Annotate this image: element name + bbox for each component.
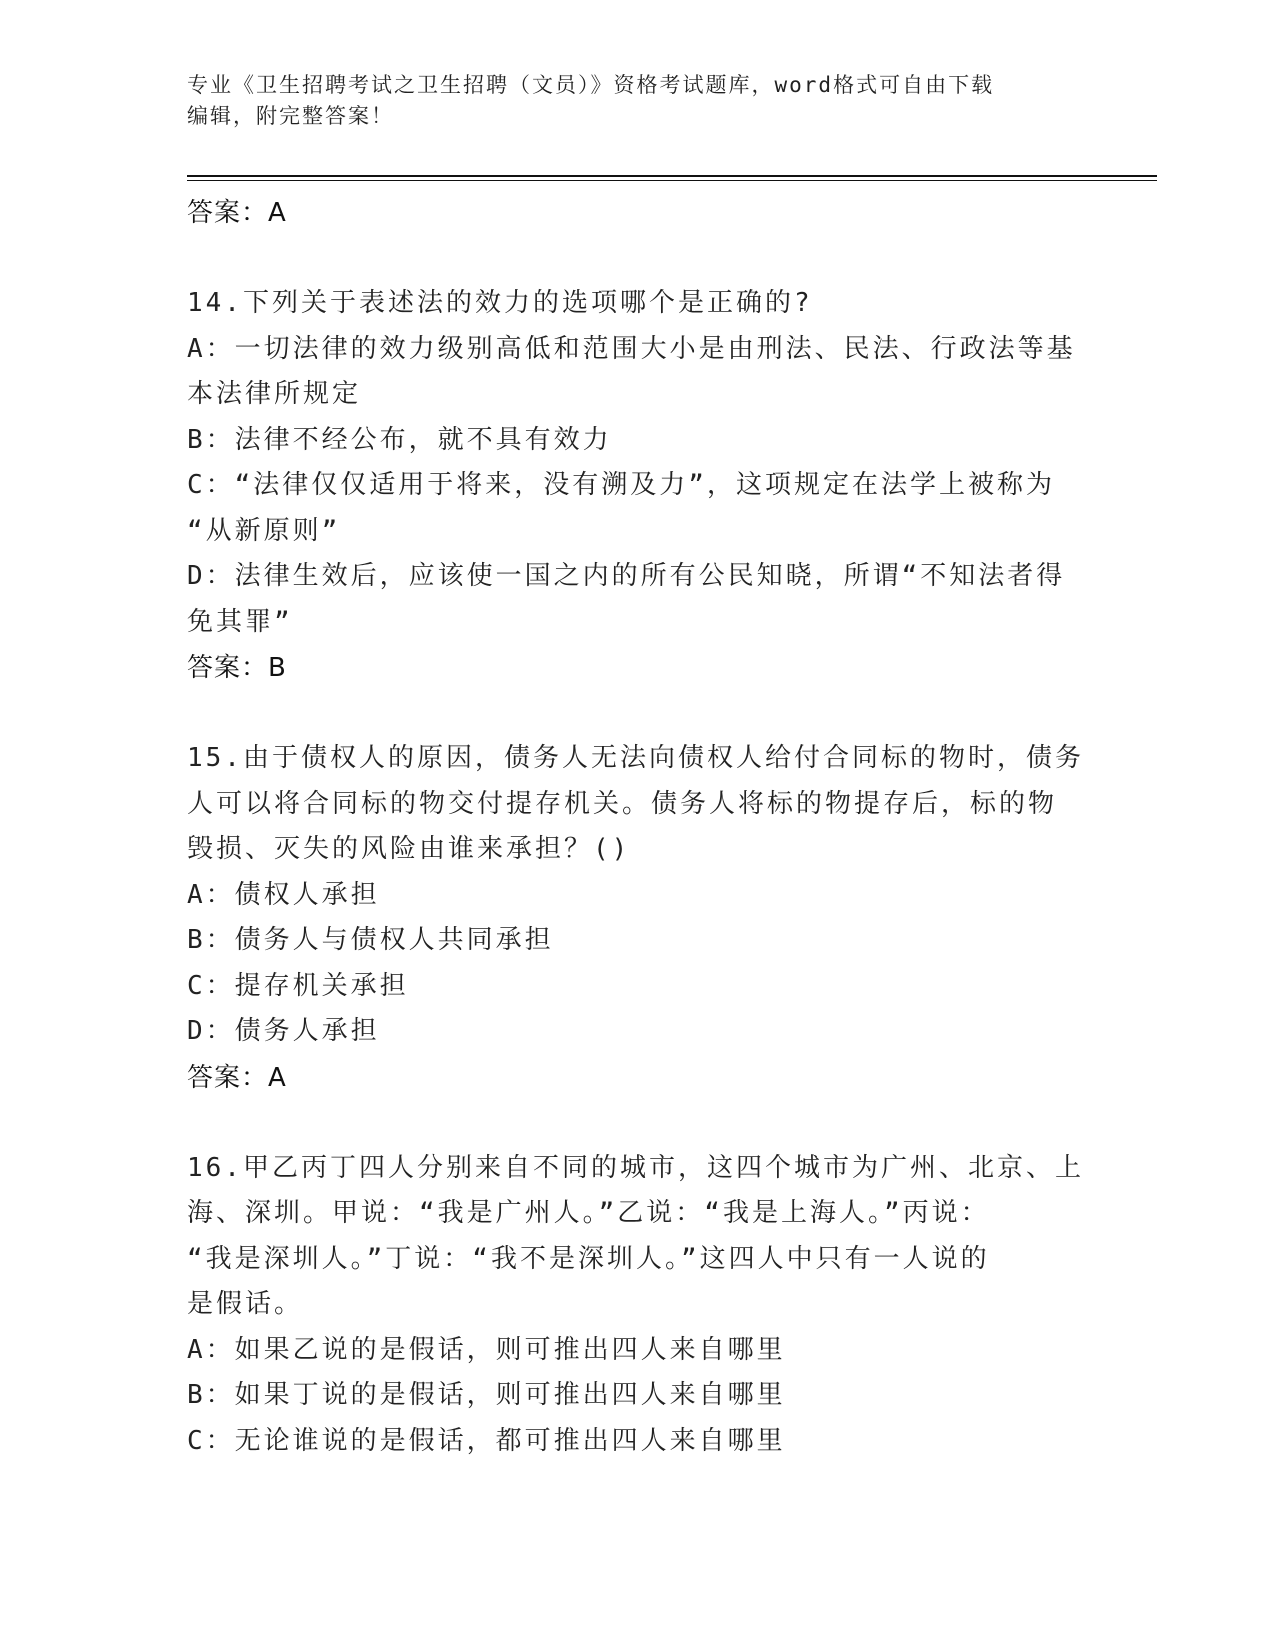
option-text-line: A：一切法律的效力级别高低和范围大小是由刑法、民法、行政法等基 [187,333,1076,364]
header-rule-thick [187,175,1157,177]
question-block [187,281,1087,691]
header-rule-thin [187,180,1157,181]
option-item [187,1328,1087,1374]
option-text-line: A：如果乙说的是假话，则可推出四人来自哪里 [187,1334,786,1365]
header-line-2: 编辑，附完整答案！ [187,104,394,128]
answer-line: 答案：A [187,1062,287,1093]
option-item [187,1373,1087,1419]
question-text-line: 15.由于债权人的原因，债务人无法向债权人给付合同标的物时，债务 [187,743,1084,773]
answer-line: 答案：A [187,198,287,228]
option-item [187,418,1087,464]
option-text-line: C：“法律仅仅适用于将来，没有溯及力”，这项规定在法学上被称为 [187,470,1055,500]
option-text-line: 免其罪” [187,606,293,637]
answer-line: 答案：B [187,653,287,683]
question-block [187,1146,1087,1465]
questions-container [187,281,1087,1464]
question-text-line: “我是深圳人。”丁说：“我不是深圳人。”这四人中只有一人说的 [187,1243,990,1274]
question-text-line: 是假话。 [187,1289,304,1319]
option-item [187,918,1087,964]
option-text-line: A：债权人承担 [187,879,380,910]
question-text-line: 毁损、灭失的风险由谁来承担？() [187,834,631,864]
option-item [187,327,1087,418]
option-text-line: B：法律不经公布，就不具有效力 [187,424,612,455]
question-list [187,190,1087,1464]
header-line-1: 专业《卫生招聘考试之卫生招聘（文员）》资格考试题库，word格式可自由下载 [187,73,995,97]
question-text-line: 14.下列关于表述法的效力的选项哪个是正确的? [187,288,813,318]
option-text-line: D：法律生效后，应该使一国之内的所有公民知晓，所谓“不知法者得 [187,561,1066,591]
option-item [187,964,1087,1010]
option-item [187,1009,1087,1055]
option-text-line: 本法律所规定 [187,379,362,409]
option-item [187,554,1087,645]
document-header [187,70,1087,132]
question-text-line: 海、深圳。甲说：“我是广州人。”乙说：“我是上海人。”丙说： [187,1198,990,1228]
option-text-line: C：提存机关承担 [187,970,409,1001]
question-text-line: 16.甲乙丙丁四人分别来自不同的城市，这四个城市为广州、北京、上 [187,1152,1084,1183]
option-item [187,1419,1087,1465]
option-item [187,873,1087,919]
option-text-line: “从新原则” [187,515,341,546]
option-text-line: D：债务人承担 [187,1016,380,1046]
question-text-line: 人可以将合同标的物交付提存机关。债务人将标的物提存后，标的物 [187,788,1058,819]
question-block [187,736,1087,1101]
option-text-line: B：债务人与债权人共同承担 [187,925,554,955]
option-text-line: B：如果丁说的是假话，则可推出四人来自哪里 [187,1380,786,1410]
option-text-line: C：无论谁说的是假话，都可推出四人来自哪里 [187,1425,786,1456]
option-item [187,463,1087,554]
